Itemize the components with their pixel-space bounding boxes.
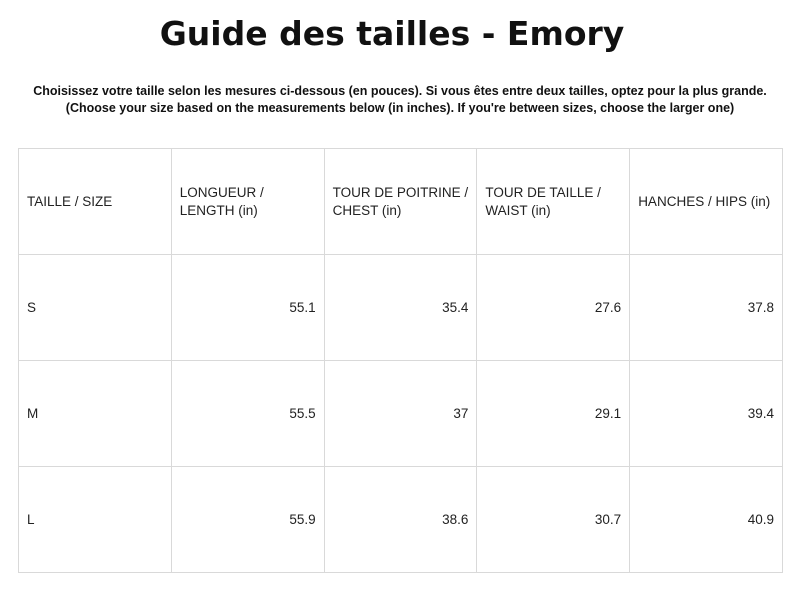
page-title: Guide des tailles - Emory [159, 14, 625, 53]
cell-hips: 39.4 [630, 361, 783, 467]
cell-chest: 35.4 [324, 255, 477, 361]
header-length [171, 149, 324, 255]
header-hips-label: HANCHES / HIPS (in) [638, 193, 771, 209]
header-waist-line1: TOUR DE TAILLE / [485, 184, 601, 200]
cell-waist: 30.7 [477, 467, 630, 573]
cell-length: 55.5 [171, 361, 324, 467]
cell-hips: 40.9 [630, 467, 783, 573]
header-length-line2: LENGTH (in) [179, 202, 258, 218]
intro-line-fr: Choisissez votre taille selon les mesures ci-dessous (en pouces). Si vous êtes entre deux tailles, optez pour la plus grande. [33, 84, 767, 98]
cell-hips: 37.8 [630, 255, 783, 361]
cell-waist: 29.1 [477, 361, 630, 467]
header-waist-line2: WAIST (in) [485, 202, 551, 218]
header-length-line1: LONGUEUR / [179, 184, 264, 200]
cell-size: M [19, 361, 172, 467]
cell-size: L [19, 467, 172, 573]
header-waist [477, 149, 630, 255]
cell-length: 55.1 [171, 255, 324, 361]
table-row [19, 255, 783, 361]
header-hips [630, 149, 783, 255]
intro-line-en: (Choose your size based on the measurements below (in inches). If you're between sizes, choose the larger one) [65, 101, 735, 115]
header-chest-line1: TOUR DE POITRINE / [332, 184, 469, 200]
header-size-label: TAILLE / SIZE [27, 193, 113, 209]
table-row [19, 467, 783, 573]
cell-length: 55.9 [171, 467, 324, 573]
intro-text [0, 83, 800, 117]
size-chart-table [18, 148, 783, 573]
cell-size: S [19, 255, 172, 361]
table-row [19, 361, 783, 467]
cell-chest: 38.6 [324, 467, 477, 573]
cell-waist: 27.6 [477, 255, 630, 361]
header-chest [324, 149, 477, 255]
table-header-row [19, 149, 783, 255]
cell-chest: 37 [324, 361, 477, 467]
header-size [19, 149, 172, 255]
header-chest-line2: CHEST (in) [332, 202, 402, 218]
